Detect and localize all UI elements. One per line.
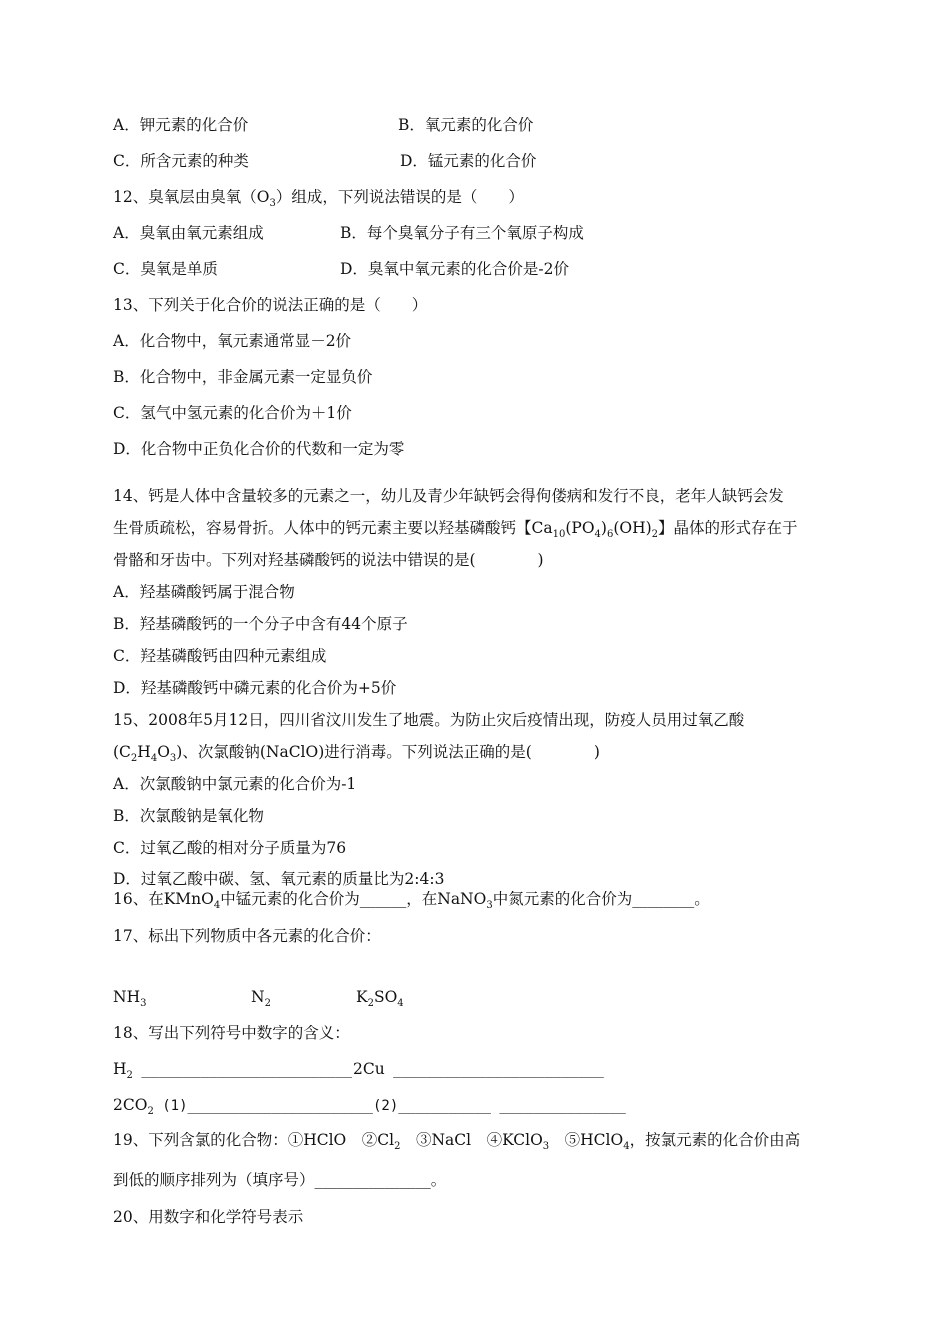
- q12-option-d: D．臭氧中氧元素的化合价是-2价: [340, 260, 570, 278]
- q15-stem-line2: $(C_2H_4O_3)$、次氯酸钠(NaClO)进行消毒。下列说法正确的是( ): [113, 743, 600, 765]
- q17-formula-nh3: $NH_3$: [113, 988, 147, 1010]
- q19-stem-line1: 19、下列含氯的化合物：①HClO $②Cl_2$ ③NaCl ④KClO$_3$ ⑤HClO$_4$，按氯元素的化合价由高: [113, 1131, 801, 1153]
- q15-option-c: C．过氧乙酸的相对分子质量为76: [113, 839, 347, 857]
- q13-option-d: D．化合物中正负化合价的代数和一定为零: [113, 440, 405, 458]
- q13-option-c: C．氢气中氢元素的化合价为＋1价: [113, 404, 352, 422]
- q14-stem-line1: 14、钙是人体中含量较多的元素之一，幼儿及青少年缺钙会得佝偻病和发行不良，老年人缺钙会发: [113, 487, 784, 505]
- q11-option-a: A．钾元素的化合价: [113, 116, 249, 134]
- q18-co2-line: $2CO_2$ (1)______________________(2)___________ _______________: [113, 1096, 626, 1118]
- q13-option-b: B．化合物中，非金属元素一定显负价: [113, 368, 373, 386]
- q12-option-b: B．每个臭氧分子有三个氧原子构成: [340, 224, 584, 242]
- q15-stem-line1: 15、2008年5月12日，四川省汶川发生了地震。为防止灾后疫情出现，防疫人员用过氧乙酸: [113, 711, 745, 729]
- q14-stem-line2: 生骨质疏松，容易骨折。人体中的钙元素主要以羟基磷酸钙【$Ca_{10}(PO_4)_6(OH)_2$】晶体的形式存在于: [113, 519, 798, 541]
- q17-stem: 17、标出下列物质中各元素的化合价：: [113, 927, 381, 945]
- q15-option-b: B．次氯酸钠是氧化物: [113, 807, 264, 825]
- q19-stem-line2: 到低的顺序排列为（填序号）_______________。: [113, 1171, 447, 1189]
- q12-option-a: A．臭氧由氧元素组成: [113, 224, 264, 242]
- q14-option-a: A．羟基磷酸钙属于混合物: [113, 583, 295, 601]
- co2-blank[interactable]: (1)______________________(2)___________ _______________: [153, 1098, 626, 1114]
- q11-option-c: C．所含元素的种类: [113, 152, 249, 170]
- q12-option-c: C．臭氧是单质: [113, 260, 218, 278]
- q18-stem: 18、写出下列符号中数字的含义：: [113, 1024, 350, 1042]
- q13-stem: 13、下列关于化合价的说法正确的是（ ）: [113, 296, 428, 314]
- q14-option-c: C．羟基磷酸钙由四种元素组成: [113, 647, 327, 665]
- q14-option-d: D．羟基磷酸钙中磷元素的化合价为+5价: [113, 679, 397, 697]
- q14-stem-line3: 骨骼和牙齿中。下列对羟基磷酸钙的说法中错误的是( ): [113, 551, 544, 569]
- q16-stem: 16、在KMnO$_4$中锰元素的化合价为______，在NaNO$_3$中氮元素的化合价为________。: [113, 890, 710, 912]
- cu-blank[interactable]: _________________________: [384, 1062, 604, 1078]
- q11-option-d: D．锰元素的化合价: [400, 152, 537, 170]
- q17-formula-k2so4: $K_2SO_4$: [356, 988, 404, 1010]
- q20-stem: 20、用数字和化学符号表示: [113, 1208, 304, 1226]
- q13-option-a: A．化合物中，氧元素通常显－2价: [113, 332, 352, 350]
- q15-option-a: A．次氯酸钠中氯元素的化合价为-1: [113, 775, 357, 793]
- q18-h2-line: $H_2$ _________________________: [113, 1060, 353, 1082]
- q12-stem: 12、臭氧层由臭氧$(O_3)$组成，下列说法错误的是（ ）: [113, 188, 524, 210]
- q15-option-d: D．过氧乙酸中碳、氢、氧元素的质量比为2:4:3: [113, 870, 445, 888]
- h2-blank[interactable]: _________________________: [132, 1062, 353, 1078]
- q14-option-b: B．羟基磷酸钙的一个分子中含有44个原子: [113, 615, 408, 633]
- q18-cu-line: 2Cu _________________________: [353, 1060, 604, 1078]
- q17-formula-n2: $N_2$: [251, 988, 271, 1010]
- q11-option-b: B．氧元素的化合价: [398, 116, 534, 134]
